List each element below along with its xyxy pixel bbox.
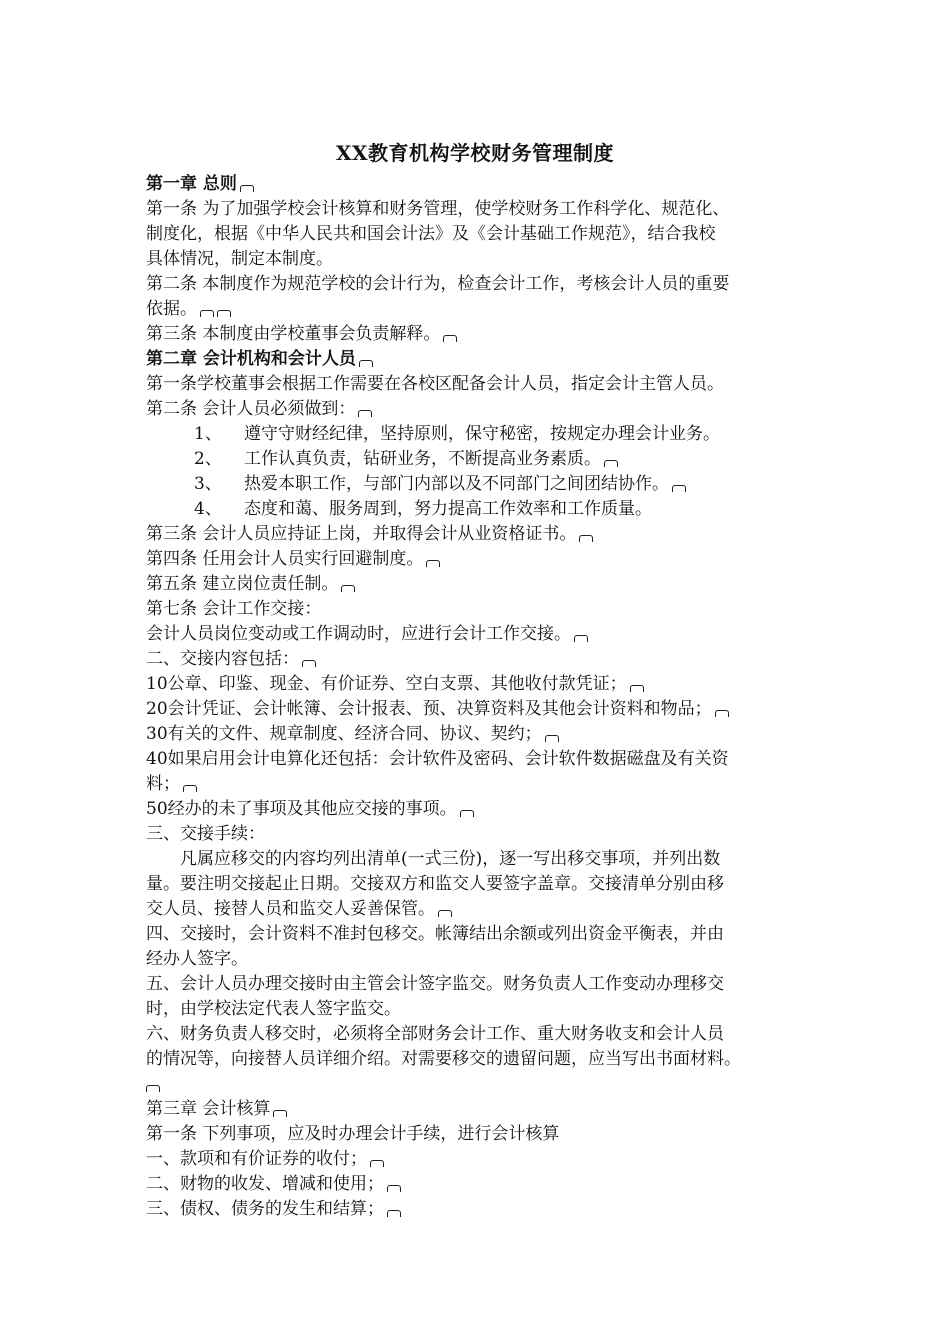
paragraph-mark-icon bbox=[460, 810, 474, 817]
text-line: 20会计凭证、会计帐簿、会计报表、预、决算资料及其他会计资料和物品； bbox=[146, 697, 816, 722]
text-line: 第一条 下列事项，应及时办理会计手续，进行会计核算 bbox=[146, 1124, 560, 1144]
paragraph-mark-icon bbox=[715, 710, 729, 717]
chapter-heading: 第二章 会计机构和会计人员 bbox=[146, 347, 816, 372]
text-line: 50经办的未了事项及其他应交接的事项。 bbox=[146, 797, 816, 822]
numbered-item: 1、 遵守守财经纪律，坚持原则，保守秘密，按规定办理会计业务。 bbox=[194, 424, 720, 444]
paragraph-mark-icon bbox=[217, 310, 231, 317]
text-line: 五、会计人员办理交接时由主管会计签字监交。财务负责人工作变动办理移交 bbox=[146, 974, 724, 994]
paragraph-mark-icon bbox=[438, 910, 452, 917]
text-line: 三、交接手续： bbox=[146, 824, 265, 844]
text-line: 量。要注明交接起止日期。交接双方和监交人要签字盖章。交接清单分别由移 bbox=[146, 874, 724, 894]
paragraph-mark-icon bbox=[672, 485, 686, 492]
paragraph-mark-icon bbox=[302, 660, 316, 667]
text-line: 第二条 会计人员必须做到： bbox=[146, 397, 816, 422]
text-line: 制度化，根据《中华人民共和国会计法》及《会计基础工作规范》，结合我校 bbox=[146, 224, 716, 244]
paragraph-mark-icon bbox=[574, 635, 588, 642]
text-line: 第七条 会计工作交接： bbox=[146, 599, 322, 619]
text-line: 时，由学校法定代表人签字监交。 bbox=[146, 999, 401, 1019]
text-line: 料； bbox=[146, 772, 816, 797]
paragraph-mark-icon bbox=[358, 410, 372, 417]
paragraph-mark-icon bbox=[359, 360, 373, 367]
text-line: 第一条 为了加强学校会计核算和财务管理，使学校财务工作科学化、规范化、 bbox=[146, 199, 730, 219]
text-line: 二、交接内容包括： bbox=[146, 647, 816, 672]
text-line: 二、财物的收发、增减和使用； bbox=[146, 1172, 816, 1197]
text-line: 三、债权、债务的发生和结算； bbox=[146, 1197, 816, 1222]
text-line: 第二条 本制度作为规范学校的会计行为，检查会计工作，考核会计人员的重要 bbox=[146, 274, 730, 294]
text-line: 一、款项和有价证券的收付； bbox=[146, 1147, 816, 1172]
text-line: 第四条 任用会计人员实行回避制度。 bbox=[146, 547, 816, 572]
paragraph-mark-icon bbox=[579, 535, 593, 542]
text-line: 第一条学校董事会根据工作需要在各校区配备会计人员，指定会计主管人员。 bbox=[146, 374, 724, 394]
numbered-item: 3、 热爱本职工作，与部门内部以及不同部门之间团结协作。 bbox=[146, 472, 816, 497]
chapter-heading: 第一章 总则 bbox=[146, 172, 816, 197]
text-line: 40如果启用会计电算化还包括：会计软件及密码、会计软件数据磁盘及有关资 bbox=[146, 749, 729, 769]
text-line: 10公章、印鉴、现金、有价证券、空白支票、其他收付款凭证； bbox=[146, 672, 816, 697]
text-line: 经办人签字。 bbox=[146, 949, 248, 969]
paragraph-mark-icon bbox=[426, 560, 440, 567]
paragraph-mark-icon bbox=[200, 310, 214, 317]
text-line: 凡属应移交的内容均列出清单(一式三份)，逐一写出移交事项，并列出数 bbox=[180, 849, 721, 869]
paragraph-mark-icon bbox=[240, 185, 254, 192]
text-line: 具体情况，制定本制度。 bbox=[146, 249, 333, 269]
text-line: 的情况等，向接替人员详细介绍。对需要移交的遗留问题，应当写出书面材料。 bbox=[146, 1049, 741, 1069]
text-line: 依据。 bbox=[146, 297, 816, 322]
text-line: 交人员、接替人员和监交人妥善保管。 bbox=[146, 897, 816, 922]
paragraph-mark-icon bbox=[387, 1210, 401, 1217]
text-line: 会计人员岗位变动或工作调动时，应进行会计工作交接。 bbox=[146, 622, 816, 647]
numbered-item: 4、 态度和蔼、服务周到，努力提高工作效率和工作质量。 bbox=[194, 499, 652, 519]
paragraph-mark-icon bbox=[604, 460, 618, 467]
paragraph-mark-icon bbox=[146, 1085, 160, 1092]
paragraph-mark-icon bbox=[545, 735, 559, 742]
paragraph-mark-icon bbox=[443, 335, 457, 342]
text-line: 30有关的文件、规章制度、经济合同、协议、契约； bbox=[146, 722, 816, 747]
paragraph-mark-icon bbox=[273, 1110, 287, 1117]
text-line: 第三条 本制度由学校董事会负责解释。 bbox=[146, 322, 816, 347]
chapter-heading: 第三章 会计核算 bbox=[146, 1097, 816, 1122]
text-line: 第三条 会计人员应持证上岗，并取得会计从业资格证书。 bbox=[146, 522, 816, 547]
numbered-item: 2、 工作认真负责，钻研业务，不断提高业务素质。 bbox=[146, 447, 816, 472]
paragraph-mark-icon bbox=[370, 1160, 384, 1167]
text-line: 第五条 建立岗位责任制。 bbox=[146, 572, 816, 597]
paragraph-mark-icon bbox=[630, 685, 644, 692]
text-line: 四、交接时，会计资料不准封包移交。帐簿结出余额或列出资金平衡表，并由 bbox=[146, 924, 724, 944]
document-title: XX教育机构学校财务管理制度 bbox=[335, 141, 615, 165]
paragraph-mark-icon bbox=[183, 785, 197, 792]
text-line bbox=[146, 1072, 816, 1097]
paragraph-mark-icon bbox=[387, 1185, 401, 1192]
paragraph-mark-icon bbox=[341, 585, 355, 592]
text-line: 六、财务负责人移交时，必须将全部财务会计工作、重大财务收支和会计人员 bbox=[146, 1024, 724, 1044]
document-body bbox=[146, 172, 816, 1222]
